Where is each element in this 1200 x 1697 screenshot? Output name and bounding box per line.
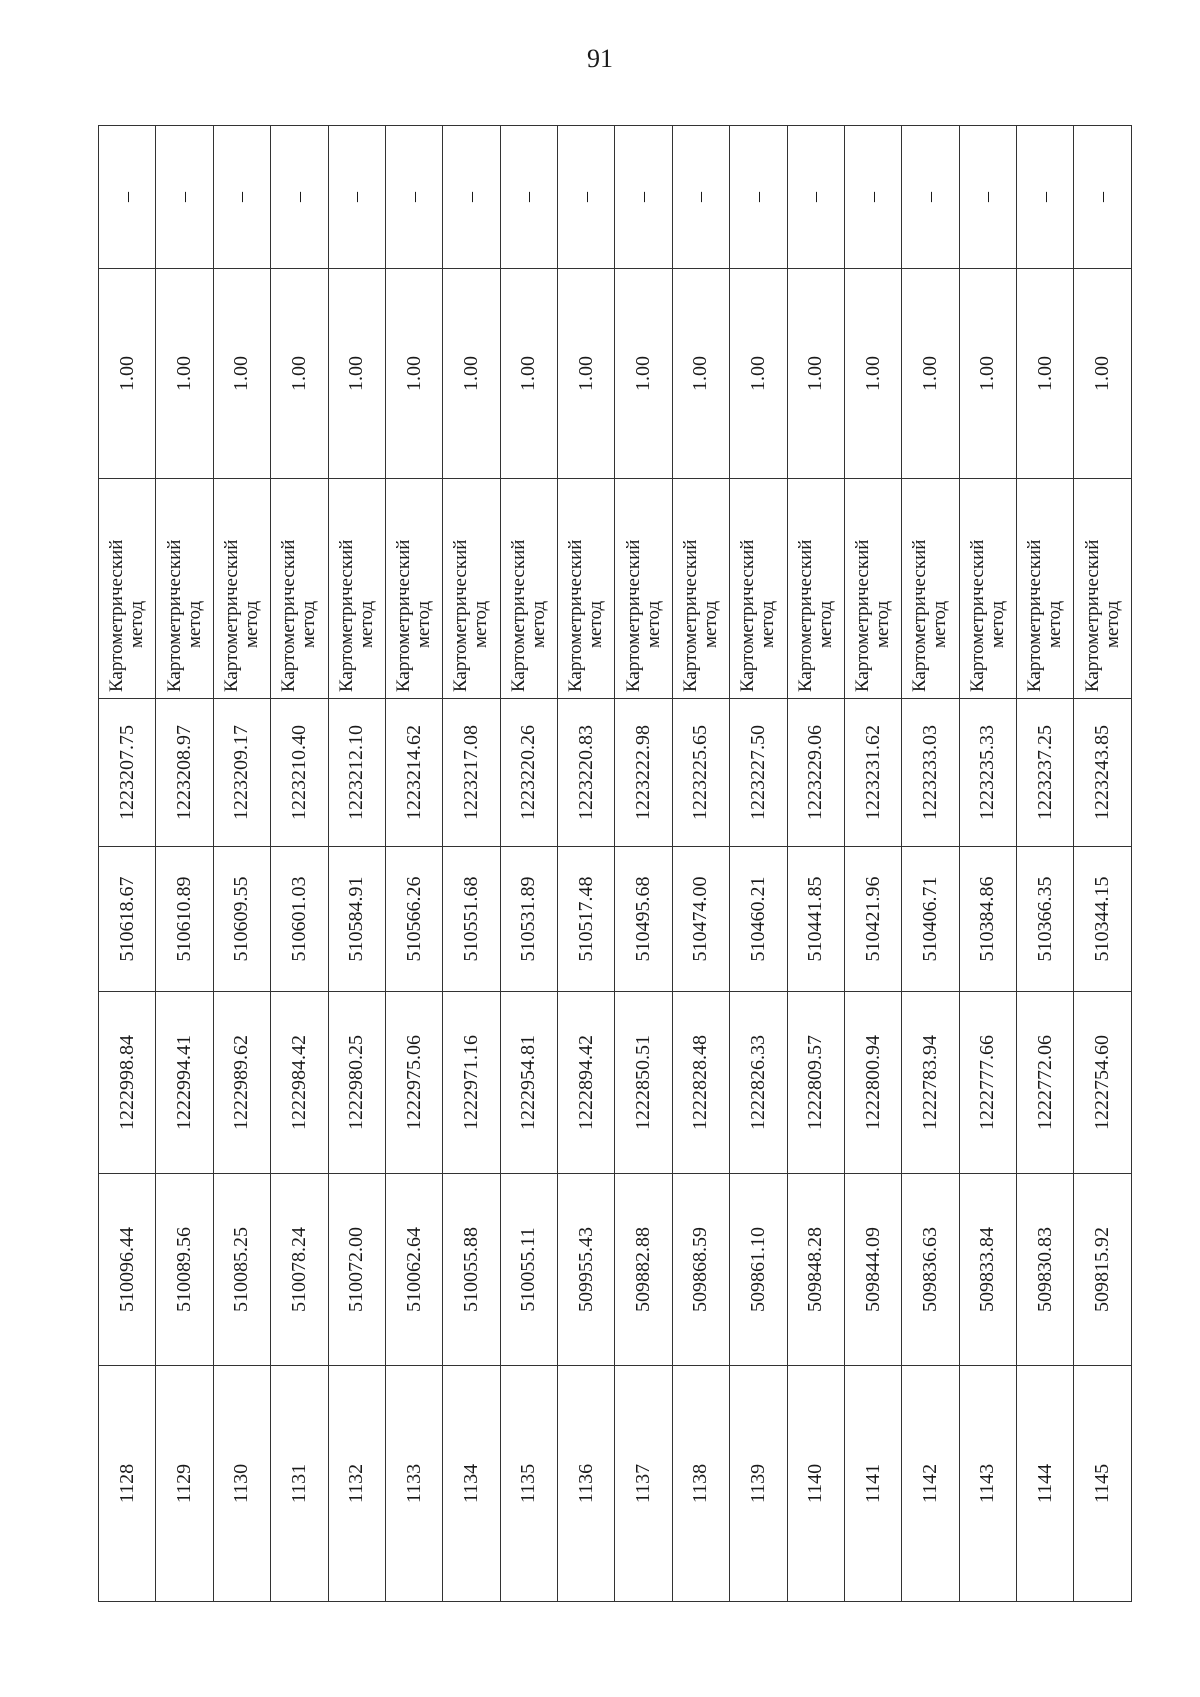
note-cell: – (271, 126, 328, 269)
method-cell (730, 479, 787, 699)
method-cell (328, 479, 385, 699)
method-text-line2: метод (126, 600, 148, 648)
accuracy-cell: 1.00 (99, 269, 156, 479)
note-cell: – (1074, 126, 1132, 269)
table-row (213, 126, 270, 1602)
accuracy-cell: 1.00 (443, 269, 500, 479)
accuracy-cell: 1.00 (1074, 269, 1132, 479)
y-coordinate-cell: 1223210.40 (271, 699, 328, 847)
method-text-line2: метод (183, 600, 205, 648)
method-text-line2: метод (1044, 600, 1066, 648)
y-coordinate-cell: 1223217.08 (443, 699, 500, 847)
x-coordinate-cell: 509833.84 (959, 1174, 1016, 1366)
y-coordinate-cell: 1223237.25 (1017, 699, 1074, 847)
y-coordinate-cell: 1222984.42 (271, 992, 328, 1174)
point-number-cell: 1143 (959, 1366, 1016, 1602)
y-coordinate-cell: 1223243.85 (1074, 699, 1132, 847)
accuracy-cell: 1.00 (558, 269, 615, 479)
x-coordinate-cell: 510474.00 (672, 847, 729, 992)
y-coordinate-cell: 1222828.48 (672, 992, 729, 1174)
method-text-line1: Картометрический (106, 539, 128, 692)
table-row (902, 126, 959, 1602)
x-coordinate-cell: 510551.68 (443, 847, 500, 992)
method-cell (271, 479, 328, 699)
method-cell (99, 479, 156, 699)
table-row (959, 126, 1016, 1602)
note-cell: – (156, 126, 213, 269)
x-coordinate-cell: 510085.25 (213, 1174, 270, 1366)
page-number: 91 (587, 44, 613, 73)
point-number-cell: 1134 (443, 1366, 500, 1602)
point-number-cell: 1141 (844, 1366, 901, 1602)
note-cell: – (500, 126, 557, 269)
note-cell: – (558, 126, 615, 269)
coordinates-table-body (99, 126, 1132, 1602)
method-text-line1: Картометрический (909, 539, 931, 692)
x-coordinate-cell: 510441.85 (787, 847, 844, 992)
y-coordinate-cell: 1222800.94 (844, 992, 901, 1174)
accuracy-cell: 1.00 (844, 269, 901, 479)
point-number-cell: 1132 (328, 1366, 385, 1602)
x-coordinate-cell: 510055.88 (443, 1174, 500, 1366)
y-coordinate-cell: 1223225.65 (672, 699, 729, 847)
table-row (730, 126, 787, 1602)
point-number-cell: 1142 (902, 1366, 959, 1602)
accuracy-cell: 1.00 (959, 269, 1016, 479)
x-coordinate-cell: 510531.89 (500, 847, 557, 992)
y-coordinate-cell: 1223227.50 (730, 699, 787, 847)
x-coordinate-cell: 510584.91 (328, 847, 385, 992)
point-number-cell: 1144 (1017, 1366, 1074, 1602)
point-number-cell: 1128 (99, 1366, 156, 1602)
method-text-line1: Картометрический (278, 539, 300, 692)
y-coordinate-cell: 1223231.62 (844, 699, 901, 847)
accuracy-cell: 1.00 (385, 269, 442, 479)
table-row (1017, 126, 1074, 1602)
point-number-cell: 1145 (1074, 1366, 1132, 1602)
method-cell (385, 479, 442, 699)
y-coordinate-cell: 1222971.16 (443, 992, 500, 1174)
table-row (1074, 126, 1132, 1602)
method-text-line1: Картометрический (737, 539, 759, 692)
x-coordinate-cell: 509882.88 (615, 1174, 672, 1366)
method-text-line2: метод (699, 600, 721, 648)
method-text-line2: метод (413, 600, 435, 648)
x-coordinate-cell: 510089.56 (156, 1174, 213, 1366)
point-number-cell: 1140 (787, 1366, 844, 1602)
x-coordinate-cell: 510366.35 (1017, 847, 1074, 992)
accuracy-cell: 1.00 (730, 269, 787, 479)
method-text-line1: Картометрический (220, 539, 242, 692)
method-text-line2: метод (642, 600, 664, 648)
table-row (672, 126, 729, 1602)
y-coordinate-cell: 1222954.81 (500, 992, 557, 1174)
method-cell (959, 479, 1016, 699)
method-text-line2: метод (872, 600, 894, 648)
method-text-line1: Картометрический (679, 539, 701, 692)
point-number-cell: 1129 (156, 1366, 213, 1602)
y-coordinate-cell: 1223214.62 (385, 699, 442, 847)
note-cell: – (99, 126, 156, 269)
method-text-line2: метод (470, 600, 492, 648)
x-coordinate-cell: 510344.15 (1074, 847, 1132, 992)
point-number-cell: 1131 (271, 1366, 328, 1602)
method-text-line1: Картометрический (966, 539, 988, 692)
method-text-line1: Картометрический (163, 539, 185, 692)
point-number-cell: 1138 (672, 1366, 729, 1602)
x-coordinate-cell: 510495.68 (615, 847, 672, 992)
y-coordinate-cell: 1222975.06 (385, 992, 442, 1174)
method-cell (787, 479, 844, 699)
table-row (615, 126, 672, 1602)
note-cell: – (443, 126, 500, 269)
accuracy-cell: 1.00 (1017, 269, 1074, 479)
y-coordinate-cell: 1222777.66 (959, 992, 1016, 1174)
table-row (99, 126, 156, 1602)
coordinates-table (98, 125, 1132, 1602)
method-cell (213, 479, 270, 699)
method-cell (615, 479, 672, 699)
table-row (328, 126, 385, 1602)
y-coordinate-cell: 1222772.06 (1017, 992, 1074, 1174)
x-coordinate-cell: 510610.89 (156, 847, 213, 992)
y-coordinate-cell: 1222980.25 (328, 992, 385, 1174)
table-row (844, 126, 901, 1602)
x-coordinate-cell: 509861.10 (730, 1174, 787, 1366)
point-number-cell: 1130 (213, 1366, 270, 1602)
method-cell (844, 479, 901, 699)
accuracy-cell: 1.00 (902, 269, 959, 479)
x-coordinate-cell: 510096.44 (99, 1174, 156, 1366)
x-coordinate-cell: 510055.11 (500, 1174, 557, 1366)
point-number-cell: 1136 (558, 1366, 615, 1602)
method-cell (500, 479, 557, 699)
method-text-line2: метод (355, 600, 377, 648)
y-coordinate-cell: 1223208.97 (156, 699, 213, 847)
x-coordinate-cell: 509848.28 (787, 1174, 844, 1366)
method-text-line1: Картометрический (1024, 539, 1046, 692)
method-text-line1: Картометрический (565, 539, 587, 692)
y-coordinate-cell: 1223229.06 (787, 699, 844, 847)
note-cell: – (730, 126, 787, 269)
coordinates-table-container (98, 126, 1132, 1602)
method-cell (443, 479, 500, 699)
x-coordinate-cell: 510517.48 (558, 847, 615, 992)
accuracy-cell: 1.00 (615, 269, 672, 479)
note-cell: – (213, 126, 270, 269)
note-cell: – (328, 126, 385, 269)
method-text-line1: Картометрический (852, 539, 874, 692)
accuracy-cell: 1.00 (672, 269, 729, 479)
y-coordinate-cell: 1222998.84 (99, 992, 156, 1174)
y-coordinate-cell: 1223207.75 (99, 699, 156, 847)
y-coordinate-cell: 1222894.42 (558, 992, 615, 1174)
y-coordinate-cell: 1222783.94 (902, 992, 959, 1174)
accuracy-cell: 1.00 (328, 269, 385, 479)
y-coordinate-cell: 1223220.83 (558, 699, 615, 847)
table-row (500, 126, 557, 1602)
y-coordinate-cell: 1223235.33 (959, 699, 1016, 847)
x-coordinate-cell: 509955.43 (558, 1174, 615, 1366)
x-coordinate-cell: 510406.71 (902, 847, 959, 992)
x-coordinate-cell: 510618.67 (99, 847, 156, 992)
y-coordinate-cell: 1223212.10 (328, 699, 385, 847)
method-text-line2: метод (1101, 600, 1123, 648)
point-number-cell: 1139 (730, 1366, 787, 1602)
method-text-line2: метод (298, 600, 320, 648)
method-text-line2: метод (585, 600, 607, 648)
x-coordinate-cell: 509815.92 (1074, 1174, 1132, 1366)
point-number-cell: 1135 (500, 1366, 557, 1602)
accuracy-cell: 1.00 (787, 269, 844, 479)
x-coordinate-cell: 510421.96 (844, 847, 901, 992)
method-cell (558, 479, 615, 699)
note-cell: – (787, 126, 844, 269)
x-coordinate-cell: 510460.21 (730, 847, 787, 992)
method-text-line1: Картометрический (1081, 539, 1103, 692)
x-coordinate-cell: 510566.26 (385, 847, 442, 992)
note-cell: – (844, 126, 901, 269)
y-coordinate-cell: 1223209.17 (213, 699, 270, 847)
table-row (271, 126, 328, 1602)
table-row (443, 126, 500, 1602)
accuracy-cell: 1.00 (271, 269, 328, 479)
method-cell (672, 479, 729, 699)
y-coordinate-cell: 1222850.51 (615, 992, 672, 1174)
method-text-line1: Картометрический (393, 539, 415, 692)
method-cell (156, 479, 213, 699)
note-cell: – (902, 126, 959, 269)
method-text-line2: метод (986, 600, 1008, 648)
method-text-line2: метод (757, 600, 779, 648)
note-cell: – (615, 126, 672, 269)
accuracy-cell: 1.00 (500, 269, 557, 479)
method-text-line2: метод (814, 600, 836, 648)
method-text-line2: метод (240, 600, 262, 648)
point-number-cell: 1137 (615, 1366, 672, 1602)
method-text-line1: Картометрический (450, 539, 472, 692)
method-text-line1: Картометрический (794, 539, 816, 692)
x-coordinate-cell: 509836.63 (902, 1174, 959, 1366)
x-coordinate-cell: 509830.83 (1017, 1174, 1074, 1366)
note-cell: – (385, 126, 442, 269)
y-coordinate-cell: 1223233.03 (902, 699, 959, 847)
method-text-line1: Картометрический (335, 539, 357, 692)
method-cell (1074, 479, 1132, 699)
method-cell (902, 479, 959, 699)
method-text-line1: Картометрический (507, 539, 529, 692)
x-coordinate-cell: 510609.55 (213, 847, 270, 992)
point-number-cell: 1133 (385, 1366, 442, 1602)
method-text-line1: Картометрический (622, 539, 644, 692)
method-text-line2: метод (527, 600, 549, 648)
table-row (558, 126, 615, 1602)
y-coordinate-cell: 1223222.98 (615, 699, 672, 847)
accuracy-cell: 1.00 (213, 269, 270, 479)
note-cell: – (959, 126, 1016, 269)
accuracy-cell: 1.00 (156, 269, 213, 479)
y-coordinate-cell: 1222826.33 (730, 992, 787, 1174)
x-coordinate-cell: 510072.00 (328, 1174, 385, 1366)
note-cell: – (672, 126, 729, 269)
y-coordinate-cell: 1222809.57 (787, 992, 844, 1174)
y-coordinate-cell: 1222754.60 (1074, 992, 1132, 1174)
table-row (385, 126, 442, 1602)
y-coordinate-cell: 1223220.26 (500, 699, 557, 847)
table-row (787, 126, 844, 1602)
note-cell: – (1017, 126, 1074, 269)
y-coordinate-cell: 1222989.62 (213, 992, 270, 1174)
y-coordinate-cell: 1222994.41 (156, 992, 213, 1174)
x-coordinate-cell: 510601.03 (271, 847, 328, 992)
x-coordinate-cell: 509868.59 (672, 1174, 729, 1366)
x-coordinate-cell: 510062.64 (385, 1174, 442, 1366)
x-coordinate-cell: 509844.09 (844, 1174, 901, 1366)
x-coordinate-cell: 510384.86 (959, 847, 1016, 992)
method-cell (1017, 479, 1074, 699)
table-row (156, 126, 213, 1602)
x-coordinate-cell: 510078.24 (271, 1174, 328, 1366)
method-text-line2: метод (929, 600, 951, 648)
